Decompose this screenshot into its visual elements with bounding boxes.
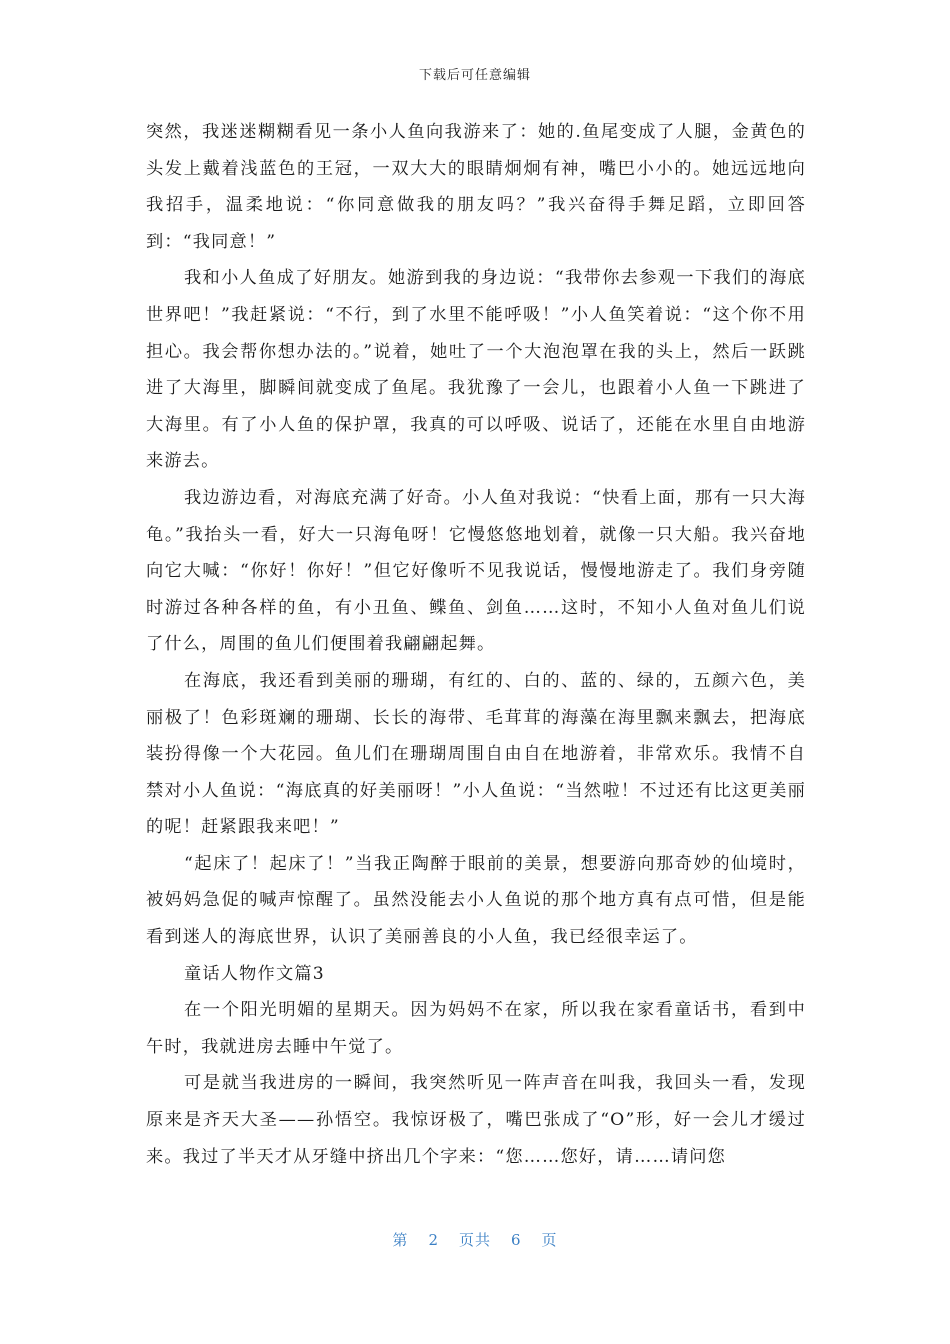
paragraph-5: “起床了！起床了！”当我正陶醉于眼前的美景，想要游向那奇妙的仙境时，被妈妈急促的喊声惊醒了。虽然没能去小人鱼说的那个地方真有点可惜，但是能看到迷人的海底世界，认识了美丽善良的小人鱼，我已经很幸运了。: [146, 853, 806, 948]
page-header-note: 下载后可任意编辑: [418, 68, 531, 83]
footer-middle: 页共: [458, 1231, 491, 1249]
footer-total-pages: 6: [511, 1231, 522, 1249]
paragraph-7: 可是就当我进房的一瞬间，我突然听见一阵声音在叫我，我回头一看，发现原来是齐天大圣——孙悟空。我惊讶极了，嘴巴张成了“O”形，好一会儿才缓过来。我过了半天才从牙缝中挤出几个字来：“您……您好，请……请问您: [146, 1073, 806, 1167]
paragraph-1: 突然，我迷迷糊糊看见一条小人鱼向我游来了：她的.鱼尾变成了人腿，金黄色的头发上戴着浅蓝色的王冠，一双大大的眼睛炯炯有神，嘴巴小小的。她远远地向我招手，温柔地说：“你同意做我的朋友吗？”我兴奋得手舞足蹈，立即回答到：“我同意！”: [146, 122, 806, 252]
paragraph-3: 我边游边看，对海底充满了好奇。小人鱼对我说：“快看上面，那有一只大海龟。”我抬头一看，好大一只海龟呀！它慢悠悠地划着，就像一只大船。我兴奋地向它大喊：“你好！你好！”但它好像听不见我说话，慢慢地游走了。我们身旁随时游过各种各样的鱼，有小丑鱼、鲽鱼、剑鱼……这时，不知小人鱼对鱼儿们说了什么，周围的鱼儿们便围着我翩翩起舞。: [146, 487, 806, 655]
paragraph-6: 在一个阳光明媚的星期天。因为妈妈不在家，所以我在家看童话书，看到中午时，我就进房去睡中午觉了。: [146, 1000, 806, 1057]
section-heading: 童话人物作文篇3: [184, 963, 325, 984]
footer-suffix: 页: [541, 1231, 558, 1249]
paragraph-4: 在海底，我还看到美丽的珊瑚，有红的、白的、蓝的、绿的，五颜六色，美丽极了！色彩斑斓的珊瑚、长长的海带、毛茸茸的海藻在海里飘来飘去，把海底装扮得像一个大花园。鱼儿们在珊瑚周围自由自在地游着，非常欢乐。我情不自禁对小人鱼说：“海底真的好美丽呀！”小人鱼说：“当然啦！不过还有比这更美丽的呢！赶紧跟我来吧！”: [146, 670, 806, 838]
footer-prefix: 第: [392, 1231, 409, 1249]
page-footer: [0, 1229, 950, 1250]
paragraph-2: 我和小人鱼成了好朋友。她游到我的身边说：“我带你去参观一下我们的海底世界吧！”我赶紧说：“不行，到了水里不能呼吸！”小人鱼笑着说：“这个你不用担心。我会帮你想办法的。”说着，她吐了一个大泡泡罩在我的头上，然后一跃跳进了大海里，脚瞬间就变成了鱼尾。我犹豫了一会儿，也跟着小人鱼一下跳进了大海里。有了小人鱼的保护罩，我真的可以呼吸、说话了，还能在水里自由地游来游去。: [146, 268, 806, 472]
document-body: [146, 114, 806, 1175]
footer-current-page: 2: [428, 1231, 439, 1249]
